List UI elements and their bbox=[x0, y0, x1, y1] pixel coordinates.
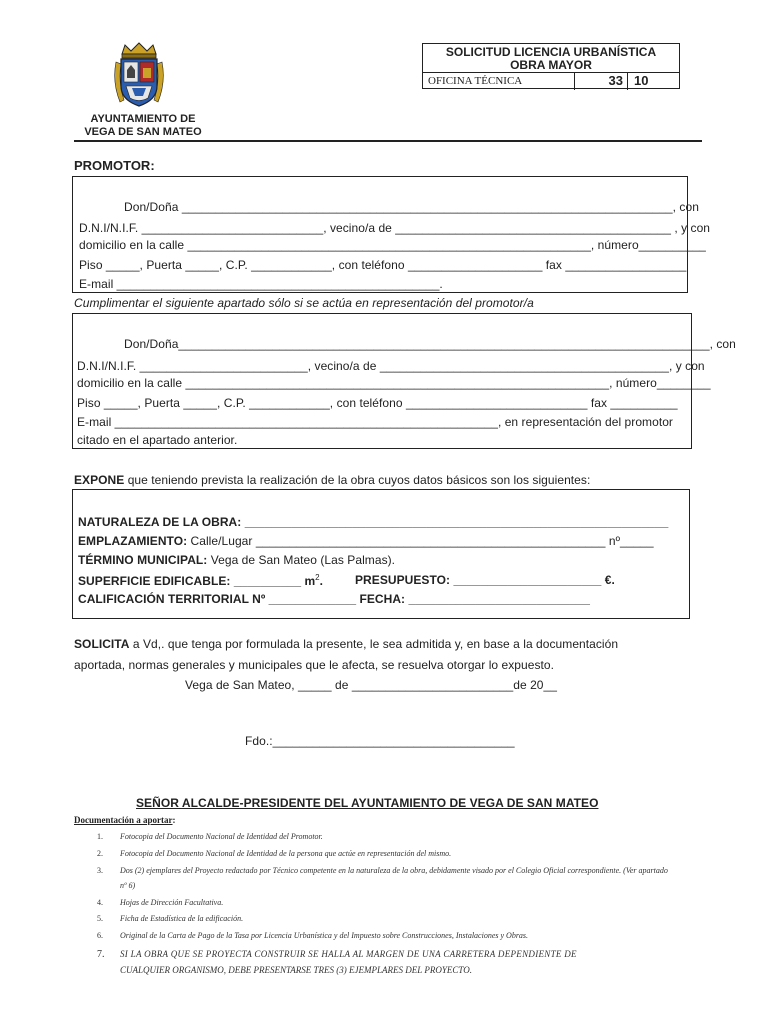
doc-item-text: Fotocopia del Documento Nacional de Identidad del Promotor. bbox=[120, 832, 323, 841]
expone-paragraph bbox=[74, 473, 590, 487]
documentation-title-colon: : bbox=[172, 815, 176, 825]
promotor-contact-field[interactable]: Piso _____, Puerta _____, C.P. ____________, con teléfono ____________________ fax __________________ bbox=[79, 258, 687, 272]
expone-label: EXPONE bbox=[74, 473, 125, 487]
doc-item-num: 2. bbox=[97, 849, 103, 858]
documentation-title bbox=[74, 815, 176, 825]
doc-item-text: Original de la Carta de Pago de la Tasa por Licencia Urbanística y del Impuesto sobre Construcciones, Instalaciones y Obras. bbox=[120, 931, 529, 940]
representative-contact-field[interactable]: Piso _____, Puerta _____, C.P. ____________, con teléfono ___________________________ fax __________ bbox=[77, 396, 678, 410]
form-code-1: 33 bbox=[574, 73, 627, 90]
form-code-2: 10 bbox=[627, 73, 680, 90]
town-name-line1: AYUNTAMIENTO DE bbox=[90, 113, 196, 125]
emplazamiento-field[interactable] bbox=[78, 534, 654, 548]
works-details-box bbox=[72, 489, 690, 619]
header-divider bbox=[74, 140, 702, 142]
office-label: OFICINA TÉCNICA bbox=[428, 75, 523, 87]
promotor-box bbox=[72, 176, 711, 293]
emplazamiento-value: Calle/Lugar ____________________________________________________ nº_____ bbox=[187, 534, 654, 548]
termino-label: TÉRMINO MUNICIPAL: bbox=[78, 553, 208, 567]
doc-item-num: 5. bbox=[97, 914, 103, 923]
doc-item-text: Dos (2) ejemplares del Proyecto redactado por Técnico competente en la naturaleza de la obra, debidamente visado por el Colegio Oficial correspondiente. (Ver apartado bbox=[120, 866, 668, 875]
promotor-title: PROMOTOR: bbox=[74, 158, 155, 173]
superficie-field[interactable] bbox=[78, 573, 323, 588]
doc-item-num: 1. bbox=[97, 832, 103, 841]
promotor-address-field[interactable]: domicilio en la calle ____________________________________________________________, número__________ bbox=[79, 238, 706, 252]
solicita-text: a Vd,. que tenga por formulada la presente, le sea admitida y, en base a la documentación bbox=[129, 637, 619, 651]
town-name-line2: VEGA DE SAN MATEO bbox=[84, 126, 202, 138]
solicita-label: SOLICITA bbox=[74, 637, 130, 651]
doc-item-text-continued: CUALQUIER ORGANISMO, DEBE PRESENTARSE TRES (3) EJEMPLARES DEL PROYECTO. bbox=[120, 965, 472, 975]
doc-item-text-continued: nº 6) bbox=[120, 881, 136, 890]
doc-item-num: 6. bbox=[97, 931, 103, 940]
representative-box bbox=[72, 313, 736, 449]
naturaleza-field[interactable]: NATURALEZA DE LA OBRA: _______________________________________________________________ bbox=[78, 515, 669, 529]
signature-line[interactable]: Fdo.:____________________________________ bbox=[245, 734, 515, 748]
superficie-unit-exponent: 2 bbox=[315, 573, 320, 582]
termino-value: Vega de San Mateo (Las Palmas). bbox=[207, 553, 396, 567]
form-title-box bbox=[422, 43, 680, 89]
superficie-end: . bbox=[319, 574, 324, 588]
representation-note: Cumplimentar el siguiente apartado sólo si se actúa en representación del promotor/a bbox=[74, 296, 534, 310]
doc-item-text: Ficha de Estadística de la edificación. bbox=[120, 914, 244, 923]
presupuesto-field[interactable]: PRESUPUESTO: ______________________ €. bbox=[355, 573, 615, 587]
coat-of-arms-logo bbox=[114, 42, 164, 108]
town-name bbox=[78, 113, 208, 139]
promotor-email-field[interactable]: E-mail ________________________________________________. bbox=[79, 277, 443, 291]
representative-email-field[interactable]: E-mail _________________________________________________________, en representación del promotor bbox=[77, 415, 673, 429]
calificacion-field[interactable]: CALIFICACIÓN TERRITORIAL Nº _____________ FECHA: ___________________________ bbox=[78, 592, 591, 606]
termino-field bbox=[78, 553, 395, 567]
solicita-paragraph-line1 bbox=[74, 637, 618, 651]
promotor-name-field[interactable]: Don/Doña _________________________________________________________________________, con bbox=[124, 200, 699, 214]
representative-name-field[interactable]: Don/Doña_______________________________________________________________________________, con bbox=[124, 337, 736, 351]
doc-item-text: Fotocopia del Documento Nacional de Identidad de la persona que actúe en representación del mismo. bbox=[120, 849, 452, 858]
expone-text: que teniendo prevista la realización de la obra cuyos datos básicos son los siguientes: bbox=[124, 473, 591, 487]
representative-nif-field[interactable]: D.N.I/N.I.F. _________________________, vecino/a de ___________________________________________, y con bbox=[77, 359, 705, 373]
doc-item-num: 7. bbox=[97, 949, 105, 960]
documentation-title-text: Documentación a aportar bbox=[74, 815, 173, 825]
representative-address-field[interactable]: domicilio en la calle _______________________________________________________________, número________ bbox=[77, 376, 711, 390]
doc-item-text: Hojas de Dirección Facultativa. bbox=[120, 898, 224, 907]
promotor-nif-field[interactable]: D.N.I/N.I.F. ___________________________, vecino/a de _________________________________________ , y con bbox=[79, 221, 711, 235]
doc-item-text: SI LA OBRA QUE SE PROYECTA CONSTRUIR SE HALLA AL MARGEN DE UNA CARRETERA DEPENDIENTE DE bbox=[120, 949, 577, 959]
addressee: SEÑOR ALCALDE-PRESIDENTE DEL AYUNTAMIENTO DE VEGA DE SAN MATEO bbox=[136, 796, 599, 810]
office-row bbox=[422, 72, 680, 89]
superficie-label: SUPERFICIE EDIFICABLE: __________ m bbox=[78, 574, 316, 588]
form-title-line2: OBRA MAYOR bbox=[510, 58, 592, 72]
form-title-line1: SOLICITUD LICENCIA URBANÍSTICA bbox=[445, 45, 657, 59]
date-line[interactable]: Vega de San Mateo, _____ de ________________________de 20__ bbox=[185, 678, 557, 692]
emplazamiento-label: EMPLAZAMIENTO: bbox=[78, 534, 188, 548]
representative-note: citado en el apartado anterior. bbox=[77, 433, 238, 447]
solicita-paragraph-line2: aportada, normas generales y municipales que le afecta, se resuelva otorgar lo expuesto. bbox=[74, 658, 555, 672]
doc-item-num: 3. bbox=[97, 866, 103, 875]
doc-item-num: 4. bbox=[97, 898, 103, 907]
